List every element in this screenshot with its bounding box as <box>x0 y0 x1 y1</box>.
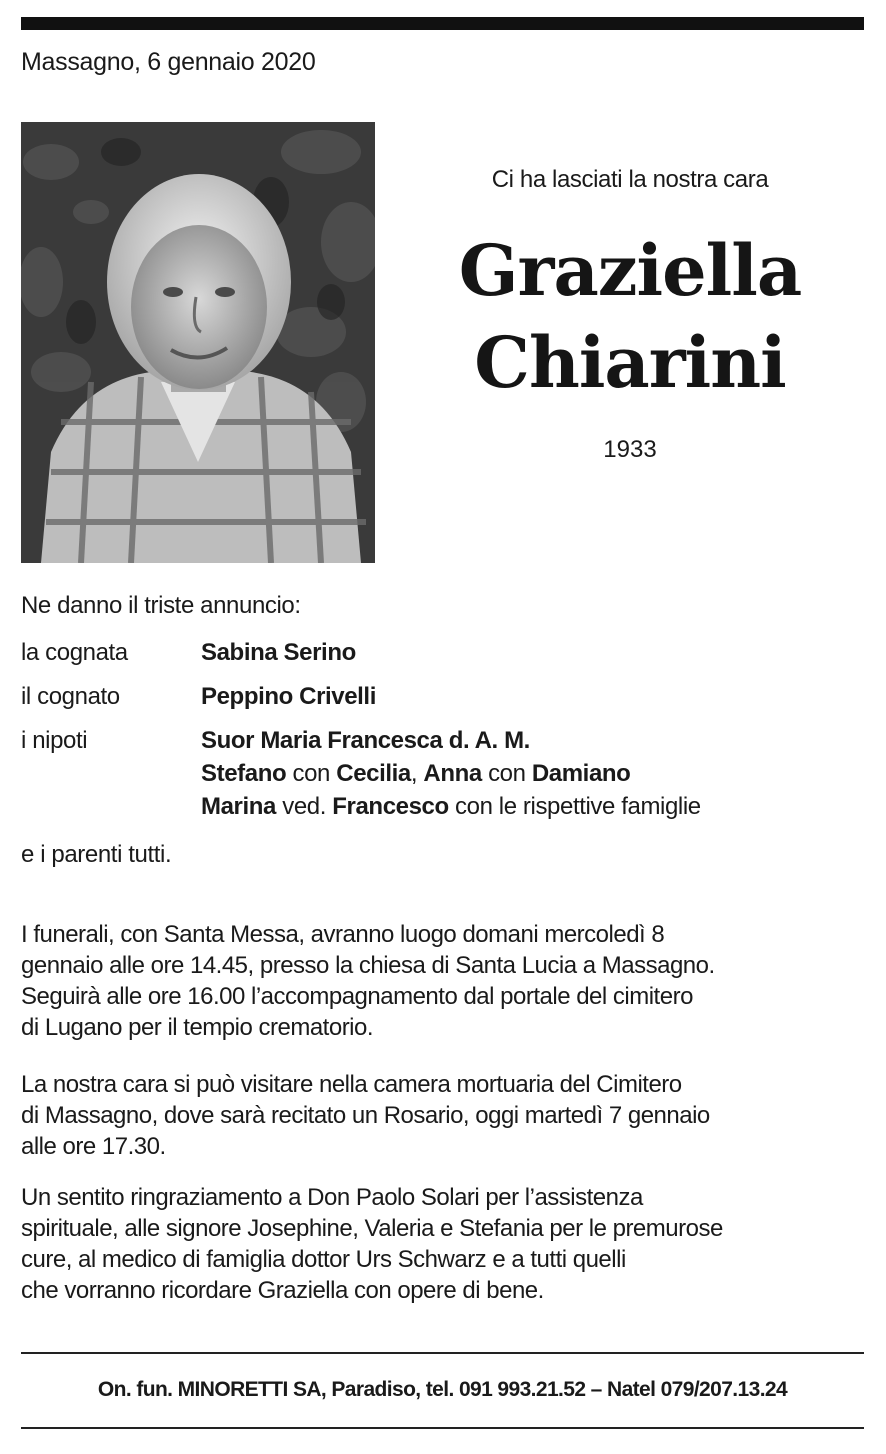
relative-role-label: la cognata <box>21 639 128 666</box>
relative-connector: con <box>286 760 337 787</box>
relative-names-line <box>201 724 530 757</box>
relative-name: Anna <box>423 760 482 787</box>
relative-names-line <box>201 757 630 790</box>
relative-names-line <box>201 680 376 713</box>
announcement-intro: Ne danno il triste annuncio: <box>21 592 301 619</box>
relative-name: Francesco <box>332 793 449 820</box>
deceased-first-name: Graziella <box>458 229 802 312</box>
birth-year: 1933 <box>603 436 657 463</box>
portrait-image <box>21 122 375 563</box>
relative-name: Marina <box>201 793 276 820</box>
relative-connector: ved. <box>275 793 333 820</box>
relatives-closing: e i parenti tutti. <box>21 841 172 868</box>
paragraph-line: Seguirà alle ore 16.00 l’accompagnamento dal portale del cimitero <box>21 983 693 1010</box>
relative-name: Peppino Crivelli <box>201 683 376 710</box>
paragraph-line: spirituale, alle signore Josephine, Valeria e Stefania per le premurose <box>21 1215 723 1242</box>
thanks-paragraph <box>21 1182 861 1306</box>
relative-role-label: i nipoti <box>21 727 88 754</box>
relative-name: Suor Maria Francesca d. A. M. <box>201 727 530 754</box>
relative-connector: con <box>481 760 532 787</box>
paragraph-line: di Massagno, dove sarà recitato un Rosario, oggi martedì 7 gennaio <box>21 1102 710 1129</box>
funeral-home-footer: On. fun. MINORETTI SA, Paradiso, tel. 091 993.21.52 – Natel 079/207.13.24 <box>97 1378 788 1401</box>
funeral-paragraph <box>21 919 861 1043</box>
relative-name: Stefano <box>201 760 287 787</box>
footer-rule-top <box>21 1352 864 1354</box>
relative-connector: , <box>410 760 424 787</box>
paragraph-line: Un sentito ringraziamento a Don Paolo Solari per l’assistenza <box>21 1184 643 1211</box>
visitation-paragraph <box>21 1069 861 1162</box>
paragraph-line: I funerali, con Santa Messa, avranno luogo domani mercoledì 8 <box>21 921 665 948</box>
paragraph-line: cure, al medico di famiglia dottor Urs Schwarz e a tutti quelli <box>21 1246 626 1273</box>
paragraph-line: che vorranno ricordare Graziella con opere di bene. <box>21 1277 544 1304</box>
deceased-last-name: Chiarini <box>474 321 786 404</box>
top-rule <box>21 17 864 30</box>
place-date: Massagno, 6 gennaio 2020 <box>21 48 316 76</box>
intro-text: Ci ha lasciati la nostra cara <box>491 166 769 193</box>
relative-name: Sabina Serino <box>201 639 356 666</box>
paragraph-line: gennaio alle ore 14.45, presso la chiesa di Santa Lucia a Massagno. <box>21 952 715 979</box>
paragraph-line: di Lugano per il tempio crematorio. <box>21 1014 374 1041</box>
relative-names-line <box>201 790 701 823</box>
relative-name: Cecilia <box>336 760 411 787</box>
relative-role-label: il cognato <box>21 683 120 710</box>
paragraph-line: alle ore 17.30. <box>21 1133 166 1160</box>
paragraph-line: La nostra cara si può visitare nella camera mortuaria del Cimitero <box>21 1071 682 1098</box>
portrait-photo <box>21 122 375 563</box>
footer-rule-bottom <box>21 1427 864 1429</box>
relative-names-line <box>201 636 356 669</box>
relative-name: Damiano <box>531 760 631 787</box>
relative-connector: con le rispettive famiglie <box>448 793 701 820</box>
